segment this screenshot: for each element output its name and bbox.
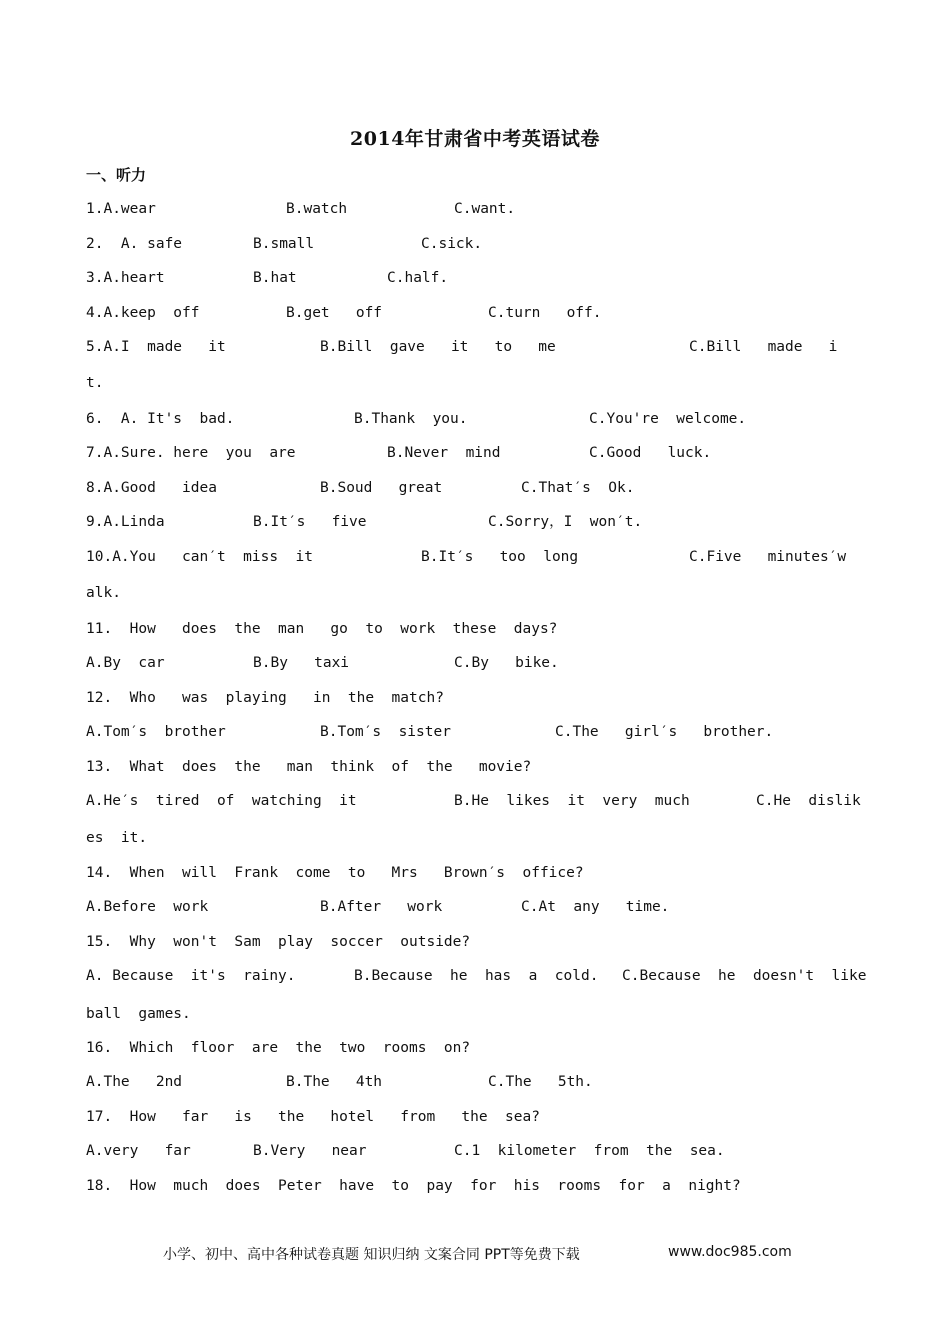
option-text: B.Never mind bbox=[387, 445, 501, 461]
option-text: B.get off bbox=[286, 305, 383, 321]
option-text: C.He dislik bbox=[756, 793, 861, 809]
line-text: t. bbox=[86, 375, 104, 391]
option-text: C.want. bbox=[454, 201, 516, 217]
line-text: 5.A.I made it bbox=[86, 339, 226, 355]
line-text: es it. bbox=[86, 830, 148, 846]
option-text: C.You're welcome. bbox=[589, 411, 747, 427]
option-text: C.The 5th. bbox=[488, 1074, 593, 1090]
option-text: B.The 4th bbox=[286, 1074, 383, 1090]
line-text: 13. What does the man think of the movie? bbox=[86, 759, 532, 775]
line-text: 6. A. It's bad. bbox=[86, 411, 235, 427]
option-text: C.half. bbox=[387, 270, 449, 286]
line-text: A.very far bbox=[86, 1143, 191, 1159]
line-text: 17. How far is the hotel from the sea? bbox=[86, 1109, 540, 1125]
line-text: alk. bbox=[86, 585, 121, 601]
option-text: B.Because he has a cold. bbox=[354, 968, 599, 984]
line-text: 14. When will Frank come to Mrs Brown′s office? bbox=[86, 865, 584, 881]
line-text: A.The 2nd bbox=[86, 1074, 183, 1090]
footer-url[interactable]: www.doc985.com bbox=[668, 1244, 792, 1260]
option-text: B.hat bbox=[253, 270, 297, 286]
line-text: 15. Why won't Sam play soccer outside? bbox=[86, 934, 471, 950]
option-text: B.By taxi bbox=[253, 655, 350, 671]
option-text: C.Five minutes′w bbox=[689, 549, 847, 565]
option-text: C.1 kilometer from the sea. bbox=[454, 1143, 725, 1159]
line-text: 10.A.You can′t miss it bbox=[86, 549, 313, 565]
option-text: B.He likes it very much bbox=[454, 793, 690, 809]
option-text: B.watch bbox=[286, 201, 348, 217]
footer-text: 小学、初中、高中各种试卷真题 知识归纳 文案合同 PPT等免费下载 bbox=[163, 1247, 580, 1263]
option-text: B.Very near bbox=[253, 1143, 367, 1159]
option-text: C.By bike. bbox=[454, 655, 559, 671]
line-text: 9.A.Linda bbox=[86, 514, 165, 530]
line-text: 16. Which floor are the two rooms on? bbox=[86, 1040, 471, 1056]
line-text: 7.A.Sure. here you are bbox=[86, 445, 296, 461]
option-text: C.Because he doesn't like bbox=[622, 968, 867, 984]
line-text: A.By car bbox=[86, 655, 165, 671]
option-text: B.small bbox=[253, 236, 315, 252]
option-text: C.That′s Ok. bbox=[521, 480, 635, 496]
line-text: A.He′s tired of watching it bbox=[86, 793, 357, 809]
line-text: ball games. bbox=[86, 1006, 191, 1022]
option-text: B.Bill gave it to me bbox=[320, 339, 556, 355]
section-heading: 一、听力 bbox=[86, 166, 147, 184]
option-text: C.At any time. bbox=[521, 899, 670, 915]
line-text: 4.A.keep off bbox=[86, 305, 200, 321]
line-text: 8.A.Good idea bbox=[86, 480, 217, 496]
line-text: A. Because it's rainy. bbox=[86, 968, 296, 984]
option-text: B.Tom′s sister bbox=[320, 724, 451, 740]
option-text: C.Sorry，I won′t. bbox=[488, 514, 643, 530]
option-text: B.After work bbox=[320, 899, 443, 915]
line-text: A.Tom′s brother bbox=[86, 724, 226, 740]
line-text: 18. How much does Peter have to pay for his rooms for a night? bbox=[86, 1178, 741, 1194]
line-text: 12. Who was playing in the match? bbox=[86, 690, 444, 706]
option-text: B.It′s too long bbox=[421, 549, 579, 565]
page-title: 2014年甘肃省中考英语试卷 bbox=[350, 128, 600, 150]
option-text: C.sick. bbox=[421, 236, 483, 252]
option-text: C.Bill made i bbox=[689, 339, 838, 355]
option-text: C.Good luck. bbox=[589, 445, 712, 461]
option-text: B.Thank you. bbox=[354, 411, 468, 427]
line-text: 11. How does the man go to work these days? bbox=[86, 621, 558, 637]
line-text: 1.A.wear bbox=[86, 201, 156, 217]
line-text: A.Before work bbox=[86, 899, 209, 915]
option-text: B.Soud great bbox=[320, 480, 443, 496]
option-text: C.turn off. bbox=[488, 305, 602, 321]
option-text: B.It′s five bbox=[253, 514, 367, 530]
line-text: 2. A. safe bbox=[86, 236, 183, 252]
option-text: C.The girl′s brother. bbox=[555, 724, 774, 740]
line-text: 3.A.heart bbox=[86, 270, 165, 286]
